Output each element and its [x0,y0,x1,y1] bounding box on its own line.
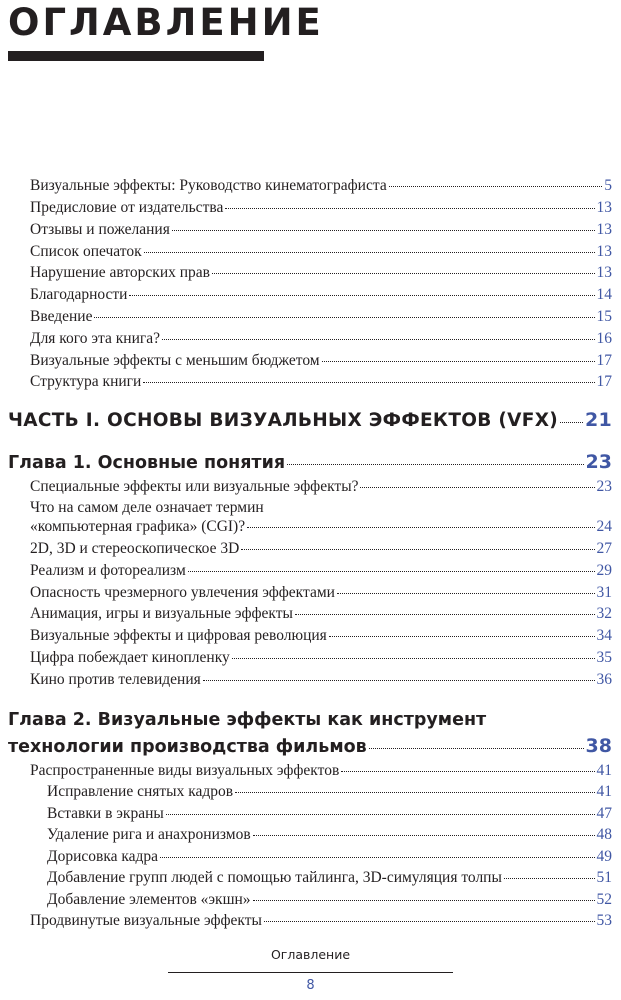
toc-subentry-page: 51 [596,869,612,886]
toc-entry[interactable] [30,540,612,558]
toc-entry-page: 5 [604,177,612,194]
toc-entry-page: 27 [596,540,612,557]
toc-subentry-title: Удаление рига и анахронизмов [47,826,251,843]
toc-entry-page: 35 [596,649,612,666]
dot-leader [504,878,595,879]
toc-entry-page: 34 [596,627,612,644]
dot-leader [160,857,594,858]
toc-subentry[interactable] [47,848,612,866]
toc-entry[interactable] [30,330,612,348]
toc-entry-title: Цифра побеждает кинопленку [30,649,230,666]
dot-leader [144,252,595,253]
dot-leader [329,636,595,637]
toc-entry-title: Опасность чрезмерного увлечения эффектами [30,584,335,601]
toc-entry-title: Распространенные виды визуальных эффектов [30,762,340,779]
heading-underline-bar [8,51,264,61]
dot-leader [212,273,595,274]
footer-rule [168,972,453,973]
toc-entry[interactable] [30,649,612,667]
dot-leader [241,549,594,550]
toc-part-1[interactable] [8,409,612,431]
toc-entry[interactable] [30,562,612,580]
dot-leader [369,748,584,749]
toc-entry-page: 13 [596,199,612,216]
toc-entry[interactable] [30,518,612,536]
toc-entry-title: Кино против телевидения [30,671,201,688]
dot-leader [322,361,595,362]
toc-entry-title: Отзывы и пожелания [30,221,170,238]
toc-entry[interactable] [30,627,612,645]
toc-entry-title: Список опечаток [30,243,142,260]
toc-heading: ОГЛАВЛЕНИЕ [8,1,324,44]
toc-entry-title: Введение [30,308,93,325]
toc-entry-page: 24 [596,518,612,535]
running-footer-label: Оглавление [270,947,351,962]
dot-leader [162,339,594,340]
dot-leader [247,527,594,528]
toc-entry-page: 13 [596,243,612,260]
toc-entry[interactable] [30,243,612,261]
toc-entry[interactable] [30,177,612,195]
toc-entry-title: Визуальные эффекты с меньшим бюджетом [30,352,320,369]
dot-leader [172,230,595,231]
dot-leader [264,921,595,922]
toc-subentry-page: 49 [596,848,612,865]
dot-leader [341,771,594,772]
toc-subentry[interactable] [47,869,612,887]
toc-entry-page: 15 [596,308,612,325]
dot-leader [94,317,594,318]
toc-entry[interactable] [30,478,612,496]
toc-entry-page: 36 [596,671,612,688]
dot-leader [203,680,595,681]
toc-entry[interactable] [30,605,612,623]
toc-entry-title: Специальные эффекты или визуальные эффекты? [30,478,359,495]
toc-entry-title-line1: Что на самом деле означает термин [30,499,264,516]
toc-entry[interactable] [30,912,612,930]
dot-leader [166,814,595,815]
toc-entry-page: 29 [596,562,612,579]
toc-entry[interactable] [30,308,612,326]
toc-subentry-title: Добавление элементов «экшн» [47,891,251,908]
toc-subentry-title: Добавление групп людей с помощью тайлинга, 3D-симуляция толпы [47,869,502,886]
dot-leader [560,422,583,423]
toc-entry-title: 2D, 3D и стереоскопическое 3D [30,540,240,557]
toc-entry[interactable] [30,671,612,689]
dot-leader [188,571,595,572]
toc-entry-page: 41 [596,762,612,779]
toc-subentry-page: 47 [596,805,612,822]
toc-entry-page: 53 [596,912,612,929]
dot-leader [143,382,594,383]
toc-chapter-1[interactable] [8,451,612,473]
toc-subentry[interactable] [47,805,612,823]
toc-entry[interactable] [30,762,612,780]
toc-entry[interactable] [30,199,612,217]
toc-entry[interactable] [30,373,612,391]
toc-entry-title: Продвинутые визуальные эффекты [30,912,262,929]
toc-entry-title: Предисловие от издательства [30,199,224,216]
toc-entry-title: Нарушение авторских прав [30,264,210,281]
toc-subentry[interactable] [47,826,612,844]
toc-subentry-title: Исправление снятых кадров [47,783,234,800]
dot-leader [360,487,594,488]
toc-entry-page: 13 [596,221,612,238]
dot-leader [389,186,603,187]
toc-subentry-page: 48 [596,826,612,843]
dot-leader [235,792,594,793]
toc-entry-page: 32 [596,605,612,622]
toc-entry-title: Реализм и фотореализм [30,562,186,579]
toc-entry-title: Благодарности [30,286,128,303]
toc-entry[interactable] [30,264,612,282]
dot-leader [337,593,595,594]
toc-entry-title: Для кого эта книга? [30,330,161,347]
toc-entry-page: 23 [596,478,612,495]
chapter-page: 38 [585,735,612,757]
toc-entry-title: Визуальные эффекты и цифровая революция [30,627,327,644]
dot-leader [287,464,583,465]
toc-subentry-title: Вставки в экраны [47,805,164,822]
dot-leader [253,900,595,901]
toc-entry[interactable] [30,352,612,370]
toc-entry-page: 13 [596,264,612,281]
toc-subentry-page: 52 [596,891,612,908]
toc-subentry-page: 41 [596,783,612,800]
chapter-title: технологии производства фильмов [8,737,367,757]
chapter-page: 23 [585,451,612,473]
chapter-title: Глава 1. Основные понятия [8,453,286,473]
toc-entry[interactable] [30,286,612,304]
toc-entry-page: 31 [596,584,612,601]
dot-leader [232,658,595,659]
toc-subentry-title: Дорисовка кадра [47,848,159,865]
part-title: ЧАСТЬ I. ОСНОВЫ ВИЗУАЛЬНЫХ ЭФФЕКТОВ (VFX) [8,410,559,431]
toc-subentry[interactable] [47,783,612,801]
toc-subentry[interactable] [47,891,612,909]
toc-entry-page: 17 [596,352,612,369]
toc-entry-page: 14 [596,286,612,303]
toc-entry-page: 16 [596,330,612,347]
part-page: 21 [584,409,612,431]
page-number: 8 [306,978,315,993]
dot-leader [253,835,595,836]
toc-entry-title: «компьютерная графика» (CGI)? [30,518,246,535]
dot-leader [295,614,595,615]
chapter-title-line1: Глава 2. Визуальные эффекты как инструмент [8,710,487,730]
toc-entry-title: Структура книги [30,373,142,390]
toc-entry-page: 17 [596,373,612,390]
toc-entry-title: Визуальные эффекты: Руководство кинематографиста [30,177,387,194]
dot-leader [129,295,594,296]
toc-entry-title: Анимация, игры и визуальные эффекты [30,605,293,622]
toc-entry[interactable] [30,584,612,602]
dot-leader [225,208,594,209]
toc-entry[interactable] [30,221,612,239]
toc-chapter-2[interactable] [8,735,612,757]
